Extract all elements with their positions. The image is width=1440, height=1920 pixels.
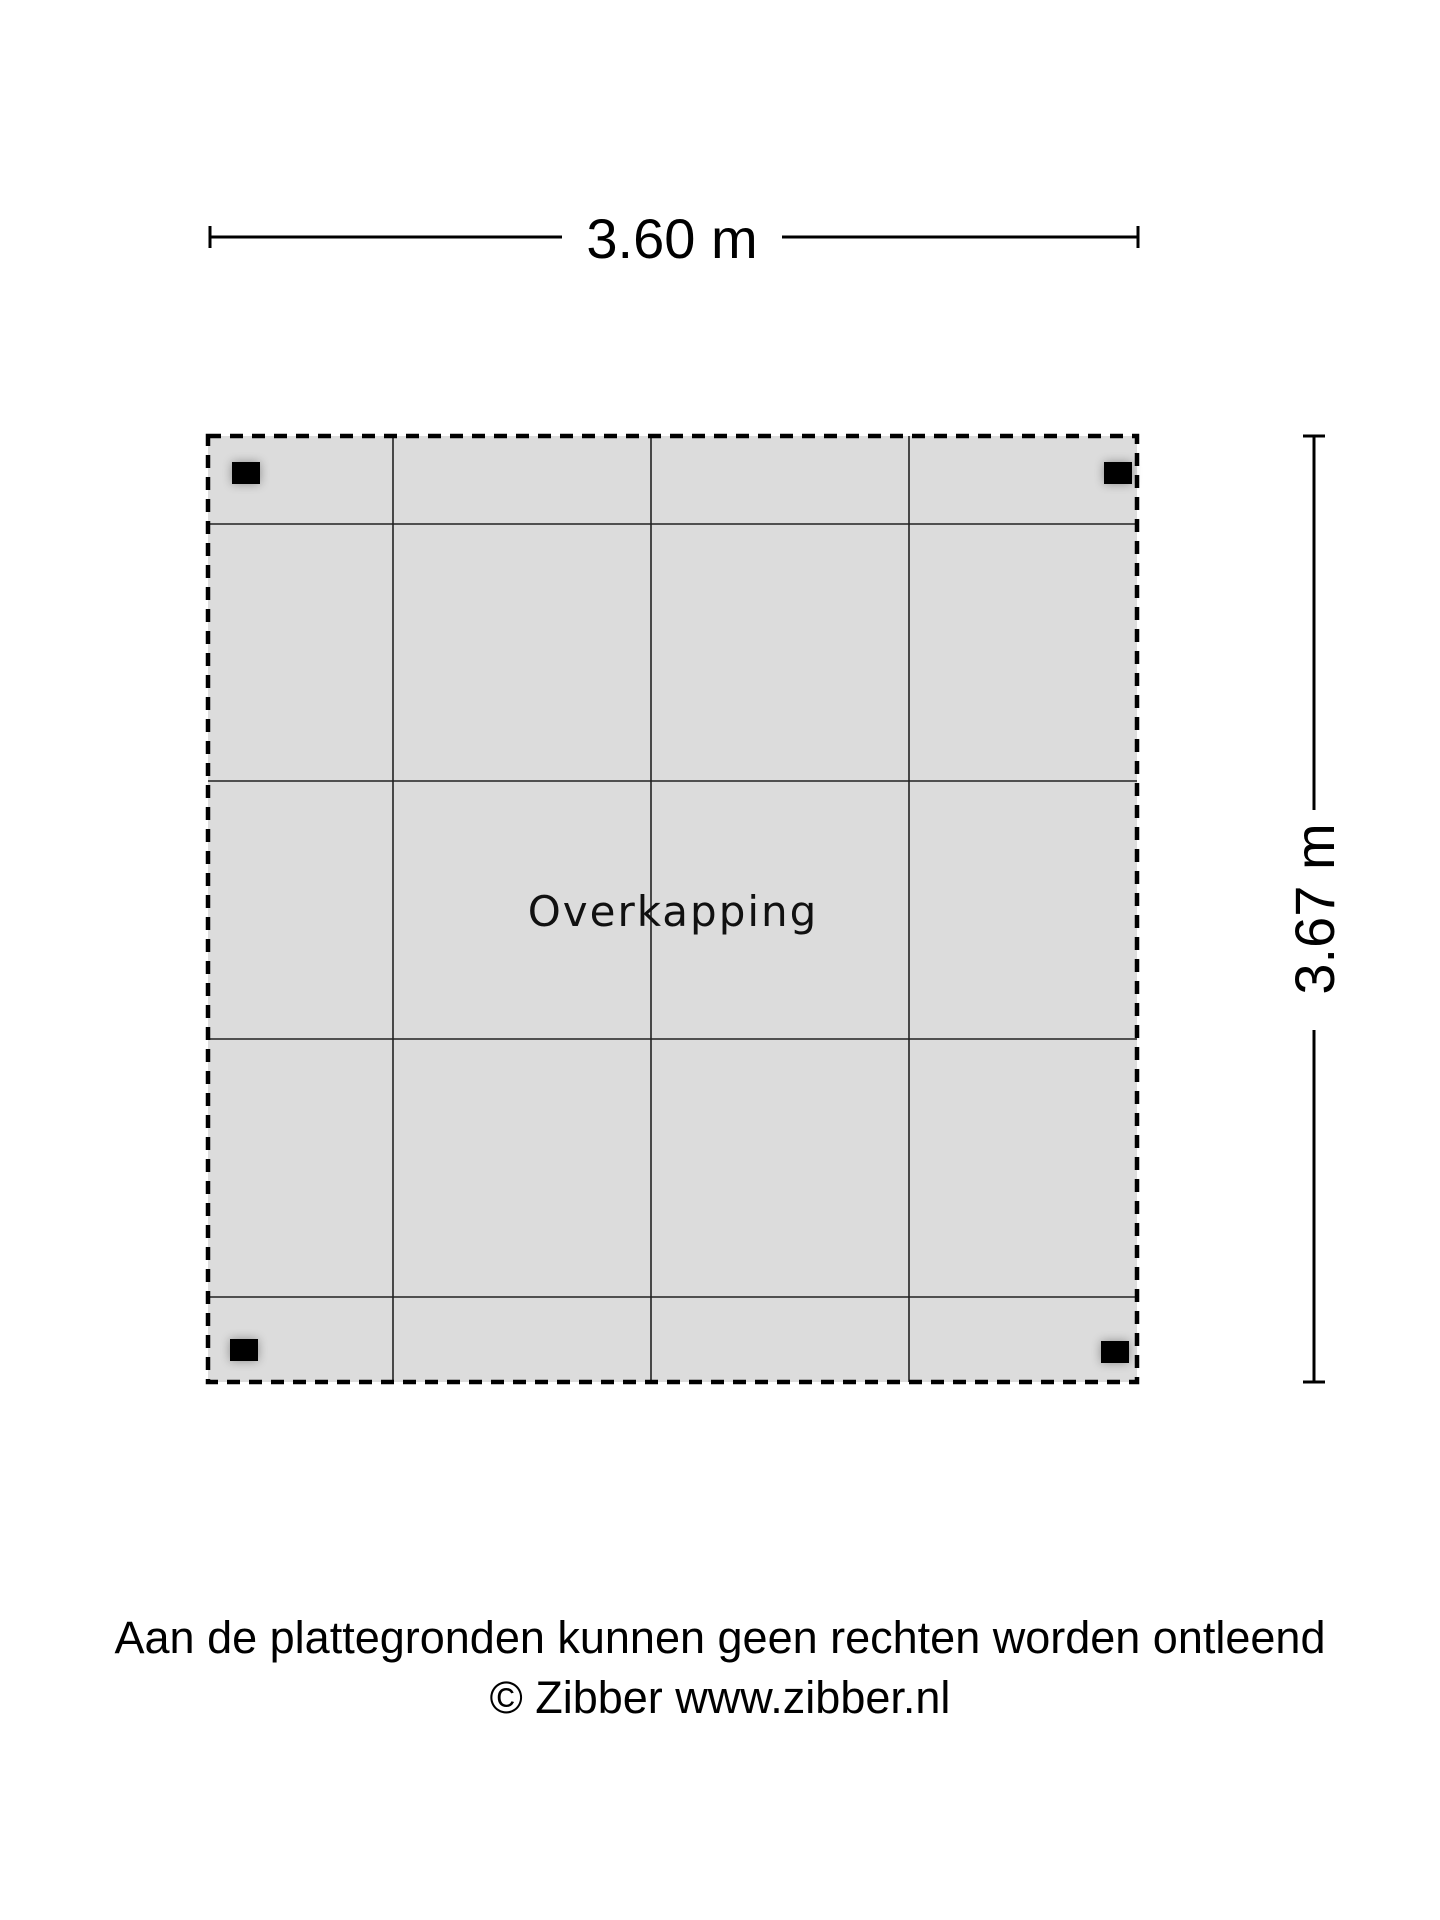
width-dimension-label: 3.60 m [586, 207, 758, 270]
footer-credit: © Zibber www.zibber.nl [489, 1672, 951, 1723]
post-bottom-right [1101, 1341, 1129, 1363]
room-label: Overkapping [527, 887, 819, 936]
post-bottom-left [230, 1339, 258, 1361]
depth-dimension [1283, 436, 1346, 1382]
footer-disclaimer: Aan de plattegronden kunnen geen rechten worden ontleend [114, 1612, 1326, 1663]
depth-dimension-label: 3.67 m [1283, 823, 1346, 995]
width-dimension [210, 207, 1138, 270]
post-top-right [1104, 462, 1132, 484]
overkapping-area [208, 436, 1137, 1382]
post-top-left [232, 462, 260, 484]
